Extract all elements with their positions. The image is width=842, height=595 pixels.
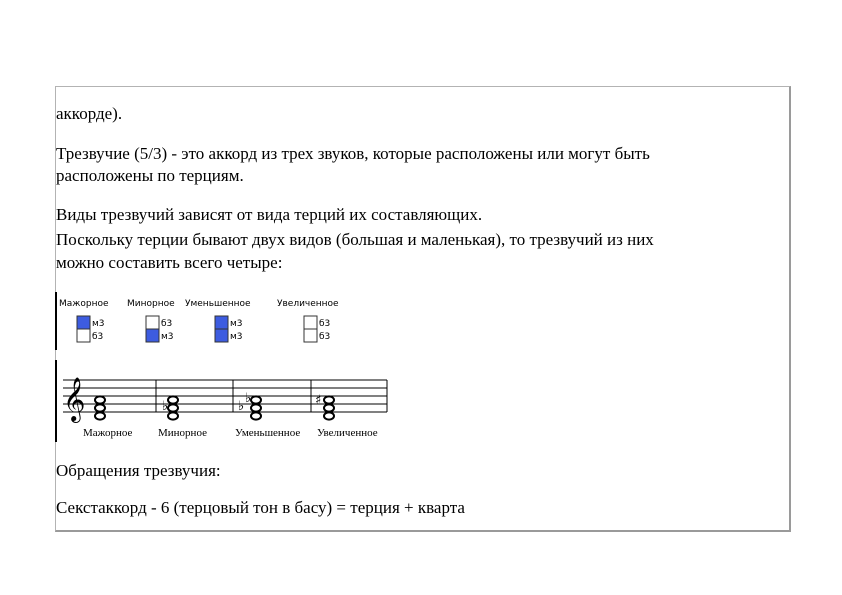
interval-label: б3 — [319, 332, 331, 342]
interval-box-bottom — [146, 329, 159, 342]
interval-box-top — [215, 316, 228, 329]
flat-icon: ♭ — [245, 391, 252, 406]
interval-box-top — [77, 316, 90, 329]
interval-label: м3 — [92, 319, 105, 329]
interval-label: м3 — [230, 319, 243, 329]
text-line-4: Виды трезвучий зависят от вида терций их составляющих. — [56, 205, 483, 224]
text-line-6: можно составить всего четыре: — [56, 253, 283, 272]
interval-box-top — [304, 316, 317, 329]
staff-caption: Уменьшенное — [235, 427, 301, 439]
interval-box-bottom — [304, 329, 317, 342]
type-label-minor: Минорное — [127, 299, 175, 309]
type-label-augmented: Увеличенное — [277, 299, 339, 309]
flat-icon: ♭ — [162, 399, 169, 414]
staff-caption: Минорное — [158, 427, 207, 439]
chord-minor — [168, 396, 178, 419]
treble-clef-icon: 𝄞 — [63, 377, 86, 421]
interval-box-bottom — [215, 329, 228, 342]
text-line-7: Обращения трезвучия: — [56, 461, 221, 480]
music-staff — [63, 380, 387, 412]
interval-label: б3 — [161, 319, 173, 329]
sharp-icon: ♯ — [315, 393, 322, 408]
interval-box-bottom — [77, 329, 90, 342]
interval-label: б3 — [92, 332, 104, 342]
chord-major — [95, 396, 105, 419]
interval-label: м3 — [161, 332, 174, 342]
interval-box-top — [146, 316, 159, 329]
text-line-2: Трезвучие (5/3) - это аккорд из трех звуков, которые расположены или могут быть — [56, 144, 650, 163]
interval-label: м3 — [230, 332, 243, 342]
chord-diminished — [251, 396, 261, 419]
text-line-5: Поскольку терции бывают двух видов (большая и маленькая), то трезвучий из них — [56, 230, 654, 249]
staff-caption: Увеличенное — [317, 427, 378, 439]
staff-caption: Мажорное — [83, 427, 133, 439]
triads-figure — [55, 292, 395, 444]
interval-label: б3 — [319, 319, 331, 329]
type-label-major: Мажорное — [59, 299, 109, 309]
chord-augmented — [324, 396, 334, 419]
type-label-diminished: Уменьшенное — [185, 299, 251, 309]
flat-icon: ♭ — [238, 399, 245, 414]
text-line-1: аккорде). — [56, 104, 123, 123]
text-line-8: Секстаккорд - 6 (терцовый тон в басу) = терция + кварта — [56, 498, 465, 517]
text-line-3: расположены по терциям. — [56, 166, 244, 185]
